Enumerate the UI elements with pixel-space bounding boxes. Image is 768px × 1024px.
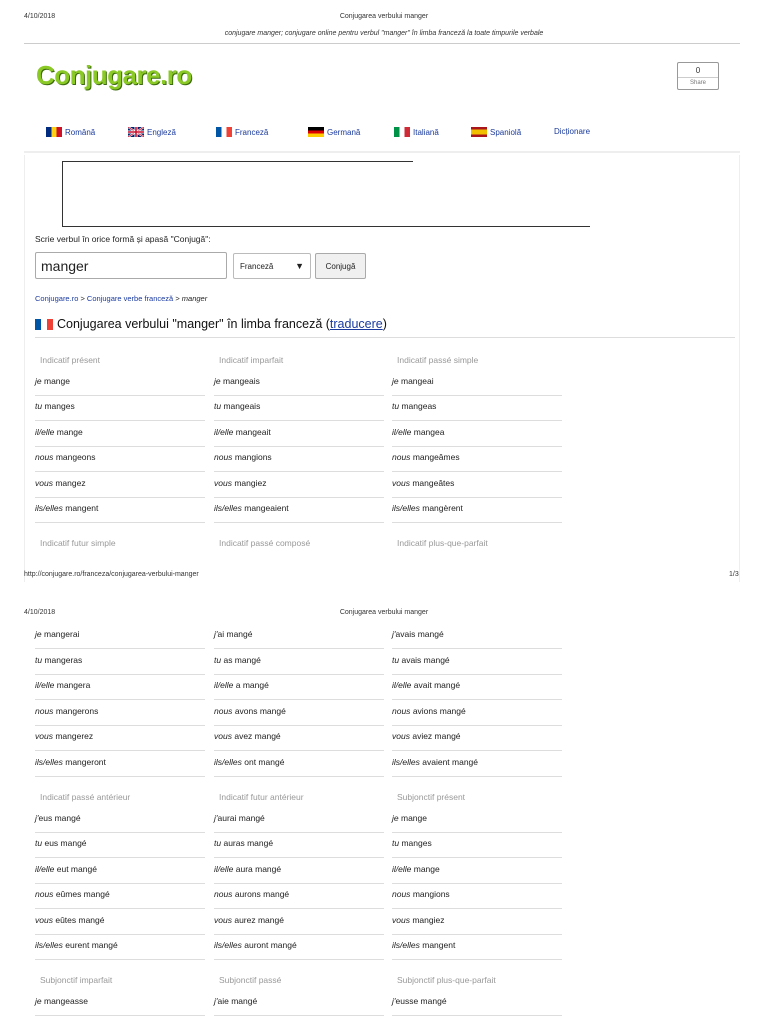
tense-header: Indicatif passé simple [397, 355, 479, 365]
pronoun: nous [392, 452, 411, 462]
conjugation-row [35, 423, 205, 447]
verb-form: mangeons [55, 452, 96, 462]
conjugation-row [35, 676, 205, 700]
romania-flag-icon [46, 127, 62, 137]
pronoun: vous [35, 915, 53, 925]
ad-placeholder [62, 161, 413, 227]
breadcrumb-section[interactable]: Conjugare verbe franceză [86, 294, 174, 303]
nav-item-label: Dicționare [554, 127, 591, 136]
conjugate-button[interactable]: Conjugă [315, 253, 366, 279]
conjugation-row [392, 753, 562, 777]
ad-placeholder-line [62, 226, 590, 227]
print-date: 4/10/2018 [24, 13, 56, 20]
conjugation-row [392, 448, 562, 472]
conjugation-row [392, 499, 562, 523]
nav-item-label: Română [65, 127, 96, 137]
pronoun: il/elle [214, 427, 234, 437]
pronoun: ils/elles [214, 757, 242, 767]
print-subtitle: conjugare manger; conjugare online pentru verbul "manger" în limba franceză la toate timpurile verbale [224, 30, 544, 37]
pronoun: ils/elles [214, 940, 242, 950]
translation-link[interactable]: traducere [329, 317, 383, 331]
conjugation-row [214, 423, 384, 447]
verb-form: avais mangé [395, 629, 444, 639]
breadcrumb-separator: > [173, 294, 182, 303]
pronoun: il/elle [214, 864, 234, 874]
print-date: 4/10/2018 [24, 609, 56, 616]
verb-form: mangent [422, 940, 456, 950]
verb-form: avais mangé [401, 655, 450, 665]
conjugation-row [214, 702, 384, 726]
pronoun: il/elle [35, 680, 55, 690]
breadcrumb-current: manger [181, 294, 208, 303]
pronoun: tu [392, 838, 400, 848]
verb-form: mangerai [44, 629, 80, 639]
content-border [739, 155, 740, 600]
pronoun: il/elle [35, 864, 55, 874]
pronoun: vous [392, 731, 410, 741]
conjugation-row [214, 834, 384, 858]
share-button[interactable] [677, 62, 719, 90]
tense-header: Subjonctif présent [397, 792, 466, 802]
site-logo[interactable]: Conjugare.ro [36, 60, 192, 90]
conjugation-row [214, 727, 384, 751]
conjugation-row [392, 651, 562, 675]
pronoun: je [392, 376, 399, 386]
pronoun: ils/elles [392, 940, 420, 950]
pronoun: tu [35, 655, 43, 665]
verb-form: aie mangé [217, 996, 258, 1006]
verb-input[interactable] [35, 252, 227, 279]
verb-form: mange [401, 813, 427, 823]
pronoun: nous [35, 452, 54, 462]
verb-form: mangeait [235, 427, 271, 437]
pronoun: nous [35, 889, 54, 899]
breadcrumb-home[interactable]: Conjugare.ro [35, 294, 79, 303]
conjugation-row [392, 809, 562, 833]
verb-form: mangeais [223, 376, 260, 386]
tense-header: Indicatif futur simple [40, 538, 116, 548]
verb-form: eus mangé [38, 813, 81, 823]
pronoun: je [35, 629, 42, 639]
verb-form: ont mangé [244, 757, 285, 767]
conjugation-row [392, 702, 562, 726]
conjugation-row [392, 860, 562, 884]
nav-item-germana[interactable] [308, 127, 360, 137]
conjugation-row [214, 911, 384, 935]
nav-item-engleza[interactable] [128, 127, 176, 137]
verb-form: eut mangé [56, 864, 97, 874]
verb-form: mangeais [223, 401, 261, 411]
conjugation-row [35, 372, 205, 396]
conjugation-row [214, 860, 384, 884]
divider [24, 43, 740, 44]
pronoun: tu [214, 838, 222, 848]
conjugation-row [392, 885, 562, 909]
pronoun: ils/elles [214, 503, 242, 513]
verb-form: mangions [234, 452, 272, 462]
verb-form: mangeras [44, 655, 83, 665]
conjugation-row [35, 499, 205, 523]
pronoun: il/elle [35, 427, 55, 437]
verb-form: aurai mangé [217, 813, 265, 823]
print-title: Conjugarea verbului manger [339, 609, 429, 616]
pronoun: vous [214, 915, 232, 925]
pronoun: tu [35, 838, 43, 848]
conjugation-row [214, 992, 384, 1016]
language-select[interactable] [233, 253, 311, 279]
verb-form: mangiez [412, 915, 445, 925]
pronoun: vous [35, 478, 53, 488]
pronoun: je [214, 376, 221, 386]
conjugation-row [35, 474, 205, 498]
nav-item-label: Germană [327, 127, 361, 137]
verb-form: mangeas [401, 401, 437, 411]
germany-flag-icon [308, 127, 324, 137]
conjugation-row [35, 727, 205, 751]
conjugation-row [35, 885, 205, 909]
nav-item-label: Engleză [147, 127, 176, 137]
breadcrumb [35, 294, 207, 303]
tense-header: Subjonctif imparfait [40, 975, 113, 985]
pronoun: je [35, 376, 42, 386]
conjugation-row [214, 936, 384, 960]
pronoun: tu [35, 401, 43, 411]
verb-form: mangez [55, 478, 86, 488]
share-count: 0 [695, 66, 701, 75]
conjugation-row [35, 936, 205, 960]
conjugation-row [35, 992, 205, 1016]
heading-divider [35, 337, 735, 338]
conjugation-row [35, 753, 205, 777]
search-prompt: Scrie verbul în orice formă și apasă "Conjugă": [35, 234, 211, 244]
pronoun: ils/elles [392, 757, 420, 767]
verb-form: auras mangé [223, 838, 274, 848]
conjugation-row [35, 625, 205, 649]
verb-form: mange [44, 376, 70, 386]
nav-item-romana[interactable] [46, 127, 95, 137]
conjugation-row [214, 885, 384, 909]
verb-form: avions mangé [412, 706, 466, 716]
verb-form: a mangé [235, 680, 269, 690]
nav-item-label: Franceză [235, 127, 269, 137]
pronoun: il/elle [392, 864, 412, 874]
pronoun: vous [35, 731, 53, 741]
page-heading [35, 317, 387, 331]
verb-form: mangera [56, 680, 91, 690]
verb-form: mangeasse [44, 996, 88, 1006]
pronoun: je [35, 996, 42, 1006]
content-border [24, 155, 25, 600]
conjugation-row [214, 676, 384, 700]
print-url: http://conjugare.ro/franceza/conjugarea-verbului-manger [24, 571, 199, 578]
pronoun: tu [214, 655, 222, 665]
page-break [0, 582, 768, 602]
conjugation-row [35, 860, 205, 884]
pronoun: ils/elles [35, 940, 63, 950]
verb-form: mangerez [55, 731, 94, 741]
conjugation-row [35, 911, 205, 935]
nav-item-spaniola[interactable] [471, 127, 521, 137]
pronoun: ils/elles [35, 503, 63, 513]
pronoun: ils/elles [35, 757, 63, 767]
pronoun: tu [392, 401, 400, 411]
conjugation-row [392, 834, 562, 858]
pronoun: ils/elles [392, 503, 420, 513]
language-select-value: Franceză [240, 261, 274, 271]
conjugation-row [214, 372, 384, 396]
verb-form: eurent mangé [65, 940, 118, 950]
verb-form: as mangé [223, 655, 261, 665]
uk-flag-icon [128, 127, 144, 137]
conjugation-row [35, 702, 205, 726]
verb-form: aura mangé [235, 864, 282, 874]
pronoun: tu [214, 401, 222, 411]
verb-form: mange [56, 427, 83, 437]
conjugation-row [214, 625, 384, 649]
verb-form: eûmes mangé [55, 889, 110, 899]
pronoun: j' [392, 629, 396, 639]
verb-form: eus mangé [44, 838, 87, 848]
tense-header: Indicatif imparfait [219, 355, 284, 365]
verb-form: ai mangé [217, 629, 253, 639]
pronoun: j' [35, 813, 39, 823]
verb-form: mangeront [65, 757, 106, 767]
breadcrumb-separator: > [78, 294, 87, 303]
tense-header: Indicatif passé composé [219, 538, 311, 548]
verb-form: mangions [412, 889, 450, 899]
verb-form: mangèrent [422, 503, 463, 513]
verb-form: mangeâtes [412, 478, 455, 488]
share-label: Share [689, 80, 706, 86]
verb-form: avait mangé [413, 680, 461, 690]
conjugation-row [392, 397, 562, 421]
conjugation-row [392, 625, 562, 649]
conjugation-row [214, 499, 384, 523]
verb-form: mangent [65, 503, 99, 513]
pronoun: j' [214, 629, 218, 639]
verb-form: aviez mangé [412, 731, 461, 741]
verb-form: auront mangé [244, 940, 297, 950]
conjugation-row [392, 936, 562, 960]
conjugation-row [392, 372, 562, 396]
tense-header: Indicatif plus-que-parfait [397, 538, 488, 548]
verb-form: eusse mangé [395, 996, 447, 1006]
verb-form: mange [413, 864, 440, 874]
tense-header: Indicatif futur antérieur [219, 792, 304, 802]
nav-item-label: Italiană [413, 127, 439, 137]
nav-item-label: Spaniolă [490, 127, 522, 137]
verb-form: avons mangé [234, 706, 286, 716]
italy-flag-icon [394, 127, 410, 137]
verb-form: manges [401, 838, 432, 848]
conjugation-row [35, 809, 205, 833]
share-divider [678, 77, 718, 78]
verb-form: avaient mangé [422, 757, 479, 767]
spain-flag-icon [471, 127, 487, 137]
france-flag-icon [35, 319, 53, 330]
conjugation-row [392, 423, 562, 447]
verb-form: mangeâmes [412, 452, 460, 462]
conjugation-row [35, 448, 205, 472]
pronoun: vous [392, 915, 410, 925]
conjugation-row [392, 911, 562, 935]
conjugation-row [392, 992, 562, 1016]
verb-form: mangerons [55, 706, 99, 716]
tense-header: Subjonctif plus-que-parfait [397, 975, 496, 985]
pronoun: nous [214, 452, 233, 462]
tense-header: Indicatif passé antérieur [40, 792, 131, 802]
pronoun: je [392, 813, 399, 823]
pronoun: nous [214, 706, 233, 716]
conjugation-row [214, 448, 384, 472]
verb-form: mangeaient [244, 503, 289, 513]
print-title: Conjugarea verbului manger [339, 13, 429, 20]
verb-form: eûtes mangé [55, 915, 105, 925]
conjugation-row [214, 651, 384, 675]
conjugation-row [214, 753, 384, 777]
dropdown-arrow-icon: ▼ [295, 261, 304, 271]
conjugation-row [214, 397, 384, 421]
tense-header: Subjonctif passé [219, 975, 282, 985]
verb-form: mangiez [234, 478, 267, 488]
pronoun: vous [214, 731, 232, 741]
verb-form: mangea [413, 427, 445, 437]
tense-header: Indicatif présent [40, 355, 101, 365]
pronoun: nous [392, 889, 411, 899]
verb-form: aurez mangé [234, 915, 284, 925]
pronoun: j' [392, 996, 396, 1006]
france-flag-icon [216, 127, 232, 137]
conjugation-row [35, 651, 205, 675]
heading-close: ) [382, 317, 387, 331]
pronoun: il/elle [392, 427, 412, 437]
pronoun: nous [214, 889, 233, 899]
pronoun: vous [392, 478, 410, 488]
verb-form: aurons mangé [234, 889, 290, 899]
pronoun: il/elle [392, 680, 412, 690]
conjugation-row [392, 727, 562, 751]
pronoun: il/elle [214, 680, 234, 690]
print-page-number: 1/3 [729, 571, 739, 578]
conjugation-row [214, 809, 384, 833]
heading-text: Conjugarea verbului "manger" în limba franceză ( [57, 317, 330, 331]
conjugation-row [35, 397, 205, 421]
pronoun: j' [214, 813, 218, 823]
nav-item-dictionare[interactable] [554, 127, 590, 136]
conjugation-row [392, 676, 562, 700]
nav-item-italiana[interactable] [394, 127, 439, 137]
pronoun: vous [214, 478, 232, 488]
pronoun: nous [35, 706, 54, 716]
pronoun: tu [392, 655, 400, 665]
verb-form: manges [44, 401, 75, 411]
conjugation-row [214, 474, 384, 498]
pronoun: j' [214, 996, 218, 1006]
nav-divider [24, 151, 740, 153]
pronoun: nous [392, 706, 411, 716]
conjugation-row [392, 474, 562, 498]
verb-form: mangeai [401, 376, 434, 386]
conjugation-row [35, 834, 205, 858]
nav-item-franceza[interactable] [216, 127, 268, 137]
verb-form: avez mangé [234, 731, 281, 741]
